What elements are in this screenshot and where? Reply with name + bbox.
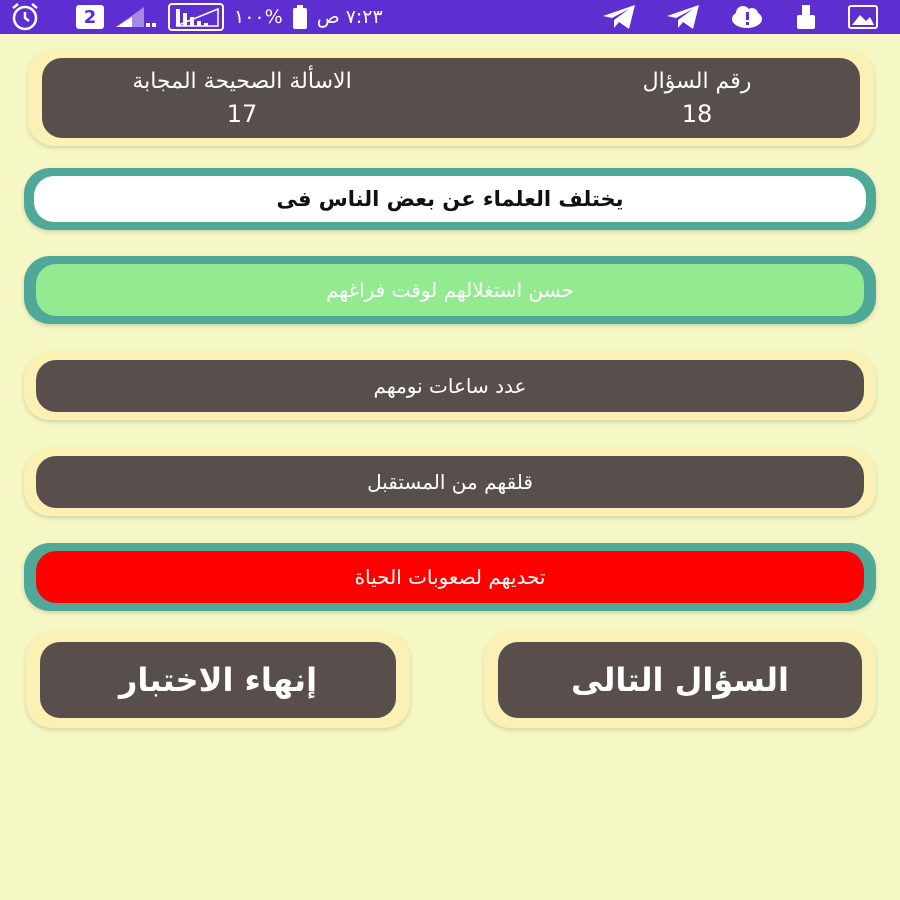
question-card (24, 168, 876, 230)
sim-number: 2 (83, 6, 97, 28)
question-number-block (562, 58, 832, 138)
answer-label: عدد ساعات نومهم (36, 360, 864, 412)
next-question-button-frame[interactable] (484, 632, 876, 728)
answer-option-4[interactable] (24, 543, 876, 611)
sim-icon (76, 5, 104, 29)
status-bar-right (602, 0, 878, 34)
status-bar-left (10, 0, 383, 34)
gallery-icon (848, 5, 878, 29)
correct-answers-value: 17 (226, 99, 258, 128)
question-number-label: رقم السؤال (642, 68, 752, 94)
next-question-button[interactable]: السؤال التالى (498, 642, 862, 718)
battery-percent: %١٠٠ (234, 6, 283, 28)
score-card (28, 50, 874, 146)
score-panel (42, 58, 860, 138)
answer-option-3[interactable] (24, 448, 876, 516)
telegram-icon (666, 4, 700, 30)
answer-option-1[interactable] (24, 256, 876, 324)
answer-label: حسن استغلالهم لوقت فراغهم (36, 264, 864, 316)
clock: ٧:٢٣ ص (316, 6, 383, 28)
cloud-alert-icon (730, 4, 764, 30)
usb-icon (794, 3, 818, 31)
signal-weak-icon (114, 5, 158, 29)
end-quiz-button[interactable]: إنهاء الاختبار (40, 642, 396, 718)
signal-icon (168, 3, 224, 31)
status-bar (0, 0, 900, 34)
answer-option-2[interactable] (24, 352, 876, 420)
alarm-icon (10, 3, 40, 31)
battery-icon (293, 5, 307, 29)
answer-label: تحديهم لصعوبات الحياة (36, 551, 864, 603)
end-quiz-button-frame[interactable] (26, 632, 410, 728)
correct-answers-block (52, 58, 432, 138)
telegram-icon (602, 4, 636, 30)
correct-answers-label: الاسألة الصحيحة المجابة (132, 68, 352, 94)
answer-label: قلقهم من المستقبل (36, 456, 864, 508)
question-text: يختلف العلماء عن بعض الناس فى (34, 176, 866, 222)
question-number-value: 18 (681, 99, 713, 128)
